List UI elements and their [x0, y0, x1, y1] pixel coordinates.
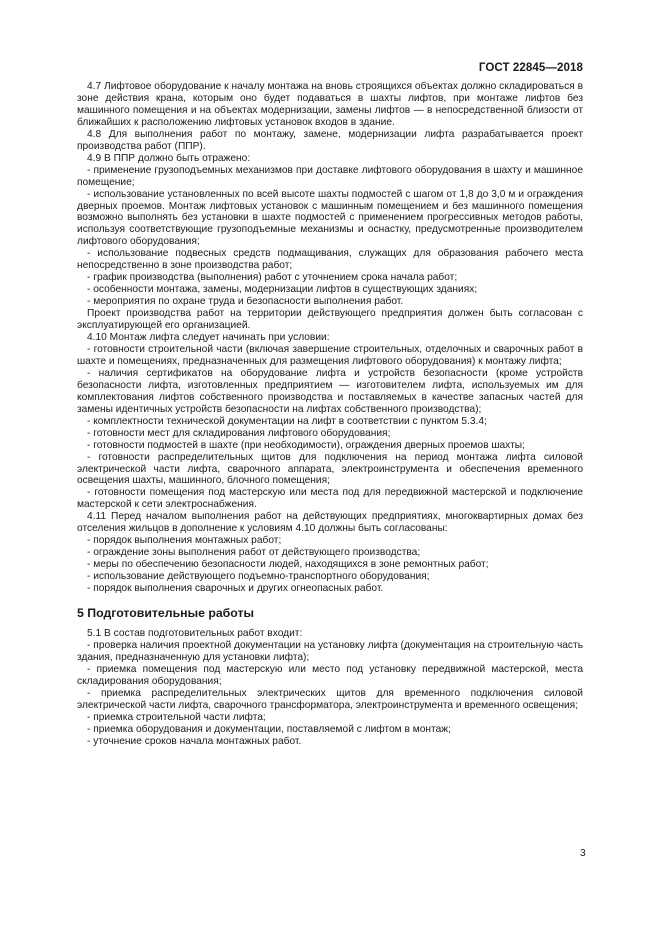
paragraph: - меры по обеспечению безопасности людей, находящихся в зоне ремонтных работ;: [87, 559, 489, 571]
paragraph-group-section-5: [77, 628, 583, 748]
paragraph: - готовности подмостей в шахте (при необходимости), ограждения дверных проемов шахты;: [87, 439, 525, 451]
paragraph: 4.8 Для выполнения работ по монтажу, замене, модернизации лифта разрабатывается проект производства работ (ППР).: [77, 128, 583, 152]
paragraph: 4.7 Лифтовое оборудование к началу монтажа на вновь строящихся объектах должно складироваться в зоне действия крана, которым оно будет подаваться в шахты лифтов, при монтаже лифтов без машинного помещения и на объектах модернизации, замены лифтов — в непосредственной близости от ближайших к расположению лифтовых установок входов в здание.: [77, 81, 583, 128]
paragraph: - готовности распределительных щитов для подключения на период монтажа лифта силовой электрической части лифта, сварочного аппарата, электроинструмента и обеспечения временного освещения шахты, машинного, блочного помещения;: [77, 451, 583, 487]
paragraph: - использование установленных по всей высоте шахты подмостей с шагом от 1,8 до 3,0 м и ограждения дверных проемов. Монтаж лифтовых установок с машинным помещением и без машинного помещения возможно выполнять без установки в шахте подмостей с применением прогрессивных методов работы, используя соответствующие грузоподъемные механизмы и оснастку, предусмотренные производителем лифтового оборудования;: [77, 188, 583, 248]
page-number: 3: [580, 848, 586, 859]
paragraph: - проверка наличия проектной документации на установку лифта (документация на строительную часть здания, предназначенную для установки лифта);: [77, 639, 583, 663]
paragraph: - использование подвесных средств подмащивания, служащих для образования рабочего места непосредственно в зоне производства работ;: [77, 248, 583, 272]
paragraph-group-section-4: [77, 81, 583, 595]
paragraph: - готовности помещения под мастерскую или места под для передвижной мастерской и подключение мастерской к сети электроснабжения.: [77, 487, 583, 511]
paragraph: - наличия сертификатов на оборудование лифта и устройств безопасности (кроме устройств безопасности лифта, изготовленных предприятием — изготовителем лифта, используемых им для комплектования лифтов собственного производства и поставляемых в качестве запасных частей для замены идентичных устройств безопасности на лифтах собственного производства);: [77, 367, 583, 415]
paragraph: 5.1 В состав подготовительных работ входит:: [87, 627, 303, 639]
document-code: ГОСТ 22845—2018: [478, 62, 583, 74]
paragraph: - уточнение сроков начала монтажных работ.: [87, 735, 302, 747]
paragraph: - готовности мест для складирования лифтового оборудования;: [87, 427, 391, 439]
paragraph: - порядок выполнения сварочных и других огнеопасных работ.: [87, 583, 384, 595]
paragraph: - приемка строительной части лифта;: [87, 711, 266, 723]
paragraph: - приемка оборудования и документации, поставляемой с лифтом в монтаж;: [87, 723, 451, 735]
paragraph: - комплектности технической документации на лифт в соответствии с пунктом 5.3.4;: [87, 415, 487, 427]
paragraph: - порядок выполнения монтажных работ;: [87, 535, 282, 547]
paragraph: - особенности монтажа, замены, модернизации лифтов в существующих зданиях;: [87, 284, 478, 296]
paragraph: - приемка распределительных электрических щитов для временного подключения силовой электрической части лифта, сварочного трансформатора, электроинструмента и временного освещения;: [77, 687, 583, 711]
paragraph: - готовности строительной части (включая завершение строительных, отделочных и сварочных работ в шахте и помещениях, предназначенных для размещения лифтового оборудования) к монтажу лифта;: [77, 343, 583, 367]
section-heading: 5 Подготовительные работы: [77, 605, 254, 620]
paragraph: Проект производства работ на территории действующего предприятия должен быть согласован с эксплуатирующей его организацией.: [77, 308, 583, 332]
paragraph: - применение грузоподъемных механизмов при доставке лифтового оборудования в шахту и машинное помещение;: [77, 164, 583, 188]
paragraph: 4.9 В ППР должно быть отражено:: [87, 152, 251, 164]
paragraph: 4.10 Монтаж лифта следует начинать при условии:: [87, 332, 330, 344]
paragraph: - приемка помещения под мастерскую или место под установку передвижной мастерской, места складирования оборудования;: [77, 663, 583, 687]
paragraph: 4.11 Перед началом выполнения работ на действующих предприятиях, многоквартирных домах без отселения жильцов в дополнение к условиям 4.10 должны быть согласованы:: [77, 511, 583, 535]
paragraph: - мероприятия по охране труда и безопасности выполнения работ.: [87, 296, 404, 308]
paragraph: - ограждение зоны выполнения работ от действующего производства;: [87, 547, 421, 559]
document-body: [77, 81, 583, 748]
paragraph: - график производства (выполнения) работ с уточнением срока начала работ;: [87, 272, 458, 284]
paragraph: - использование действующего подъемно-транспортного оборудования;: [87, 571, 430, 583]
